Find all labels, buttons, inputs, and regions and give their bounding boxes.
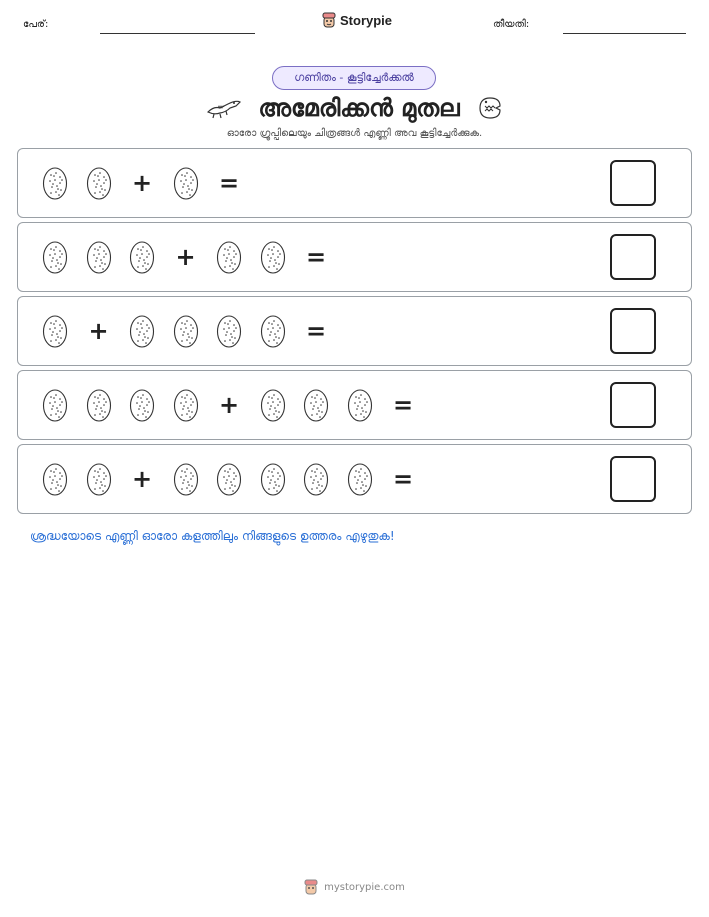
footer-url: mystorypie.com: [324, 881, 405, 893]
answer-box[interactable]: [610, 234, 656, 280]
egg-icon: [216, 314, 242, 348]
problem-row: [17, 296, 692, 366]
storypie-logo-icon: [322, 12, 336, 28]
egg-icon: [86, 240, 112, 274]
egg-icon: [303, 462, 329, 496]
footer: [0, 879, 709, 895]
egg-icon: [86, 462, 112, 496]
crocodile-icon: [206, 96, 242, 120]
egg-icon: [260, 314, 286, 348]
answer-box[interactable]: [610, 160, 656, 206]
name-field-line[interactable]: [100, 33, 255, 34]
egg-icon: [173, 462, 199, 496]
brand-logo: [322, 12, 392, 28]
egg-icon: [42, 240, 68, 274]
egg-icon: [347, 388, 373, 422]
equals-sign: =: [392, 465, 414, 493]
crocodile-head-icon: [476, 94, 504, 122]
egg-icon: [173, 314, 199, 348]
problem-row: [17, 148, 692, 218]
equals-sign: =: [305, 243, 327, 271]
answer-box[interactable]: [610, 456, 656, 502]
egg-icon: [86, 388, 112, 422]
plus-sign: +: [88, 317, 109, 345]
equals-sign: =: [305, 317, 327, 345]
plus-sign: +: [131, 465, 153, 493]
egg-icon: [216, 240, 242, 274]
title-row: [180, 90, 530, 126]
equals-sign: =: [392, 391, 414, 419]
equals-sign: =: [218, 169, 240, 197]
problem-row: [17, 444, 692, 514]
egg-icon: [303, 388, 329, 422]
brand-name: Storypie: [340, 12, 393, 28]
answer-box[interactable]: [610, 308, 656, 354]
date-label: തീയതി:: [493, 19, 530, 30]
egg-icon: [129, 314, 155, 348]
name-label: പേര്:: [23, 19, 49, 30]
egg-icon: [129, 388, 155, 422]
date-field-line[interactable]: [563, 33, 686, 34]
egg-icon: [216, 462, 242, 496]
plus-sign: +: [175, 243, 196, 271]
egg-icon: [260, 240, 286, 274]
egg-icon: [86, 166, 112, 200]
topic-badge: ഗണിതം - കൂട്ടിച്ചേർക്കൽ: [272, 66, 436, 90]
worksheet-header: [0, 0, 709, 40]
egg-icon: [260, 388, 286, 422]
subtitle: ഓരോ ഗ്രൂപ്പിലെയും ചിത്രങ്ങൾ എണ്ണി അവ കൂട്ടിച്ചേർക്കുക.: [226, 128, 483, 139]
instruction-text: ശ്രദ്ധയോടെ എണ്ണി ഓരോ കളത്തിലും നിങ്ങളുടെ ഉത്തരം എഴുതുക!: [30, 529, 395, 543]
egg-icon: [260, 462, 286, 496]
plus-sign: +: [218, 391, 240, 419]
egg-icon: [129, 240, 155, 274]
egg-icon: [42, 388, 68, 422]
egg-icon: [42, 166, 68, 200]
answer-box[interactable]: [610, 382, 656, 428]
egg-icon: [173, 388, 199, 422]
egg-icon: [42, 314, 68, 348]
egg-icon: [347, 462, 373, 496]
egg-icon: [173, 166, 199, 200]
problem-row: [17, 222, 692, 292]
problem-row: [17, 370, 692, 440]
egg-icon: [42, 462, 68, 496]
storypie-logo-icon: [304, 879, 318, 895]
page-title: അമേരിക്കൻ മുതല: [258, 94, 460, 122]
plus-sign: +: [131, 169, 153, 197]
